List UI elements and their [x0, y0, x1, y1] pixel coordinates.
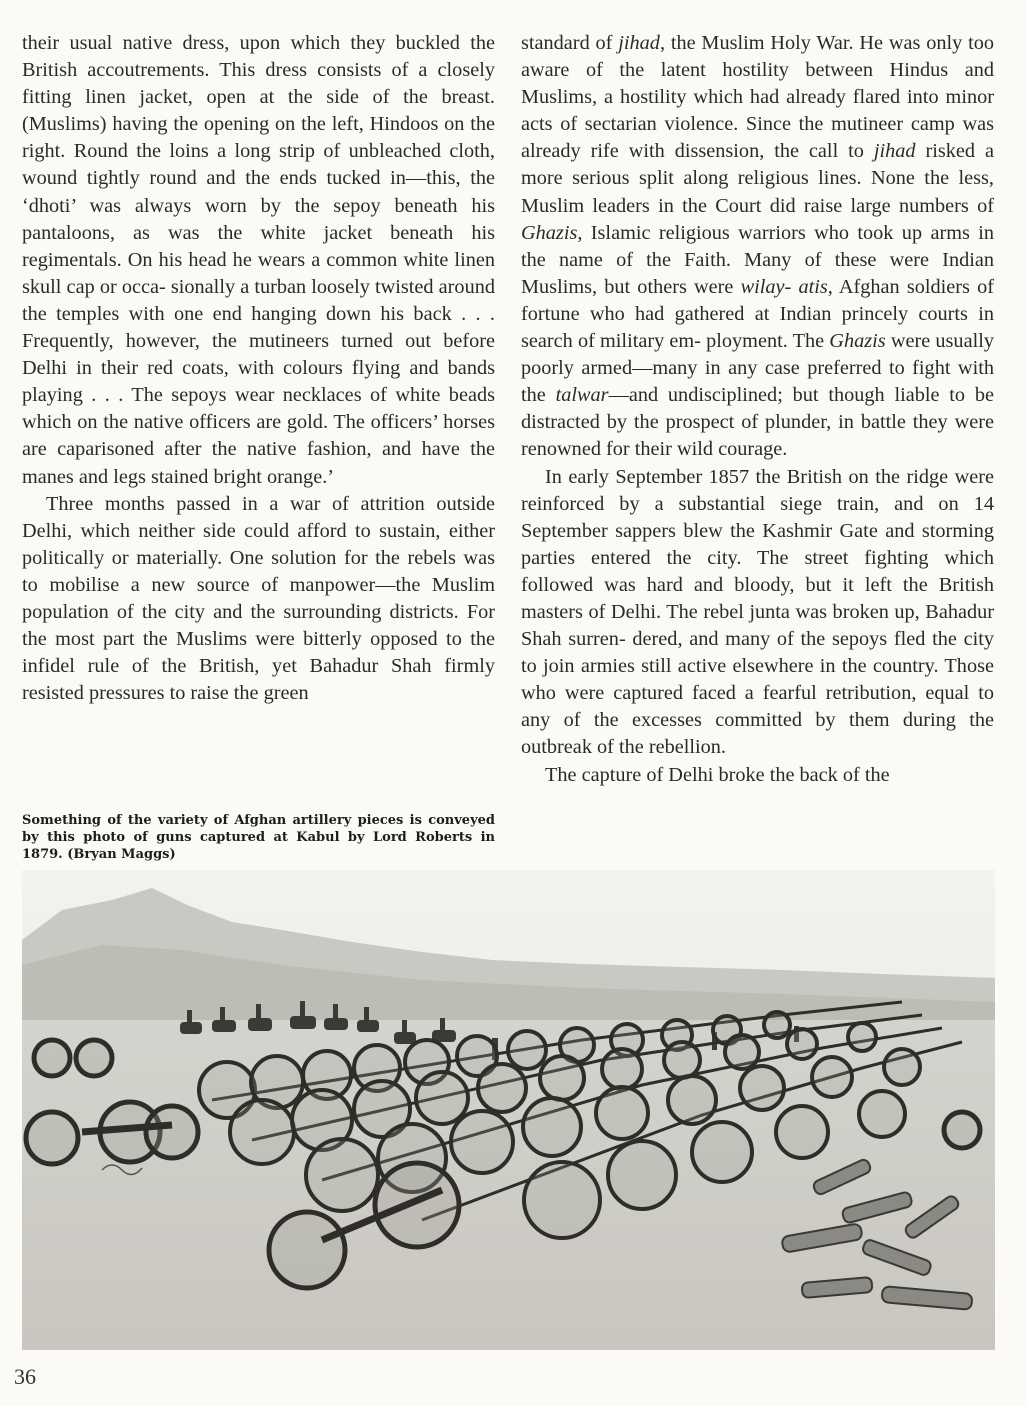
text-line: , the Muslim Holy War. He was [659, 32, 921, 54]
text-line: outside Delhi, which neither side could afford to [22, 492, 496, 542]
text-line: were usually poorly [521, 330, 994, 380]
text-line: armies still active elsewhere in the country. Those [580, 655, 994, 678]
text-line: of white beads which on the native officers are [22, 384, 495, 434]
text-line: serious split along religious lines. None the less, [572, 167, 994, 190]
right-text-column [521, 30, 994, 789]
italic-term: Ghazis [829, 330, 886, 353]
text-line: gold. The officers’ horses are caparisoned after the [22, 411, 496, 461]
italic-term: talwar [555, 384, 609, 407]
paragraph [22, 30, 495, 491]
text-line: The capture of Delhi broke the back of the [545, 763, 890, 786]
text-line: the city and the surrounding districts. For the [22, 600, 496, 651]
italic-term: jihad [618, 32, 660, 54]
text-line: dered, and many of the sepoys fled the city to join [521, 628, 994, 678]
text-line: firmly resisted pressures to raise the green [22, 655, 495, 705]
text-line: bloody, but it left the British masters of Delhi. The [521, 573, 994, 623]
text-line: white jacket beneath his regimentals. On his head [22, 221, 495, 271]
text-line: Gate and storming parties entered the city. The [521, 519, 994, 569]
italic-term: wilay- [740, 275, 792, 298]
text-line: Muslim leaders in the Court did raise large [521, 194, 891, 217]
text-line: , Islamic religious warriors who [577, 221, 850, 244]
paragraph [22, 491, 495, 708]
paragraph [521, 464, 994, 762]
text-line: during the outbreak of the rebellion. [521, 709, 994, 759]
text-line: these were Indian Muslims, but others were [521, 248, 994, 298]
text-line: already flared into minor acts of sectarian [521, 86, 994, 136]
text-line: at Indian princely courts in search of military em- [521, 302, 994, 353]
text-line: native fashion, and have the manes and legs [22, 438, 495, 488]
text-line: took up arms in the name of the Faith. Many of [521, 221, 994, 271]
text-line: violence. Since the mutineer camp was already [521, 113, 994, 163]
text-line: who were captured faced a fearful retribution, [521, 682, 917, 705]
text-line: Hindus and Muslims, a hostility which had [521, 59, 994, 109]
text-line: ends tucked in—this, the ‘dhoti’ was always worn [22, 167, 495, 217]
text-line: sionally a turban loosely twisted around the [22, 275, 495, 325]
text-line: rebel junta was broken up, Bahadur Shah surren- [521, 600, 995, 651]
text-line: the infidel rule of the British, yet Bahadur Shah [22, 628, 495, 678]
text-line: street fighting which followed was hard and [521, 546, 994, 596]
italic-term: atis [798, 275, 828, 298]
text-line: battle they were renowned for their wild courage. [521, 411, 994, 461]
paragraph [521, 762, 994, 789]
text-line: ridge were reinforced by a substantial siege train, [521, 465, 994, 515]
text-line: ployment. The [706, 330, 830, 353]
text-line: he wears a common white linen skull cap or occa- [22, 248, 495, 298]
artillery-photo [22, 870, 995, 1350]
paragraph [521, 30, 994, 464]
text-line: breast. (Muslims) having the opening on the left, [22, 86, 495, 136]
italic-term: Ghazis [521, 221, 578, 244]
text-line: of unbleached cloth, wound tightly round and the [22, 140, 495, 190]
photo-caption: Something of the variety of Afghan artillery pieces is conveyed by this photo of guns captured at Kabul by Lord Roberts in 1879. (Bryan Maggs) [22, 813, 495, 862]
text-line: and on 14 September sappers blew the Kashmir [521, 492, 994, 542]
text-line: solution for the rebels was to mobilise a new [22, 546, 495, 596]
text-line: only too aware of the latent hostility between [521, 32, 994, 82]
text-line: closely fitting linen jacket, open at the side of the [22, 59, 495, 109]
artillery-photo-illustration [22, 870, 995, 1350]
text-line: the [521, 384, 556, 407]
text-line: most part the Muslims were bitterly opposed to [55, 628, 462, 651]
text-line: , Afghan soldiers of fortune who had gathered [521, 275, 994, 325]
text-line: rife with dissension, the call to [590, 140, 874, 163]
text-line: Three months passed in a war of attrition [46, 492, 425, 515]
text-line: before Delhi in their red coats, with colours flying [22, 330, 495, 380]
text-line: to be distracted by the prospect of plunder, in [521, 384, 995, 434]
text-line: Frequently, however, the mutineers turned out [22, 330, 432, 353]
text-line: risked a more [521, 140, 994, 190]
text-line: stained bright orange.’ [150, 465, 335, 488]
text-line: Hindoos on the right. Round the loins a long strip [22, 113, 496, 163]
italic-term: jihad [873, 140, 916, 163]
text-line: the British accoutrements. This dress consists of a [22, 32, 495, 82]
text-line: temples with one end hanging down his back . . . [56, 302, 495, 325]
text-line: equal to any of the excesses committed by them [521, 682, 995, 732]
page-number: 36 [14, 1364, 36, 1389]
text-line: numbers of [898, 194, 994, 217]
text-line: sustain, either politically or materially. One [22, 519, 495, 569]
text-line: source of manpower—the Muslim population of [22, 573, 495, 623]
text-line: their usual native dress, upon which they buckled [22, 32, 460, 54]
text-line: by the sepoy beneath his pantaloons, as was the [22, 194, 496, 244]
text-line: —and undisciplined; but though liable [608, 384, 940, 407]
text-line: and bands playing . . . The sepoys wear necklaces [22, 357, 495, 407]
text-line: armed—many in any case preferred to fight with [581, 357, 994, 380]
left-text-column [22, 30, 495, 707]
text-line: In early September 1857 the British on the [545, 465, 900, 488]
text-line: standard of [521, 32, 619, 54]
